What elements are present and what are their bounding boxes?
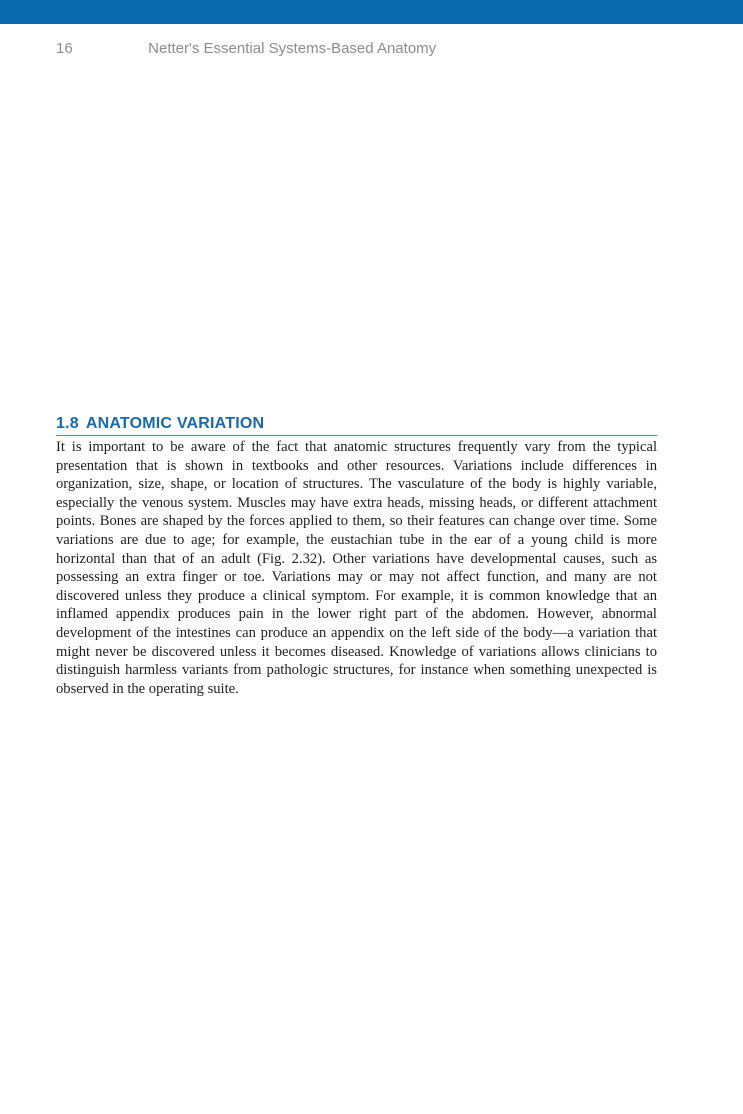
page-number: 16 xyxy=(56,40,73,57)
book-title: Netter's Essential Systems-Based Anatomy xyxy=(148,40,437,57)
section-number: 1.8 xyxy=(56,415,79,432)
section-title: ANATOMIC VARIATION xyxy=(85,415,265,432)
section-body-paragraph: It is important to be aware of the fact that anatomic structures frequently vary from the typical presentation that is shown in textbooks and other resources. Variations include differences in organization, size, shape, or location of structures. The vasculature of the body is highly variable, especially the venous system. Muscles may have extra heads, missing heads, or different attachment points. Bones are shaped by the forces applied to them, so their features can change over time. Some variations are due to age; for example, the eustachian tube in the ear of a young child is more horizontal than that of an adult (Fig. 2.32). Other variations have developmental causes, such as possessing an extra finger or toe. Variations may or may not affect function, and many are not discovered unless they produce a clinical symptom. For example, it is common knowledge that an inflamed appendix produces pain in the lower right part of the abdomen. However, abnormal development of the intestines can produce an appendix on the left side of the body—a variation that might never be discovered unless it becomes diseased. Knowledge of variations allows clinicians to distinguish harmless variants from pathologic structures, for instance when something unexpected is observed in the operating suite. xyxy=(56,439,657,697)
section-anatomic-variation xyxy=(56,414,657,698)
section-heading xyxy=(56,414,657,436)
running-head xyxy=(56,40,696,57)
top-color-bar xyxy=(0,0,743,24)
